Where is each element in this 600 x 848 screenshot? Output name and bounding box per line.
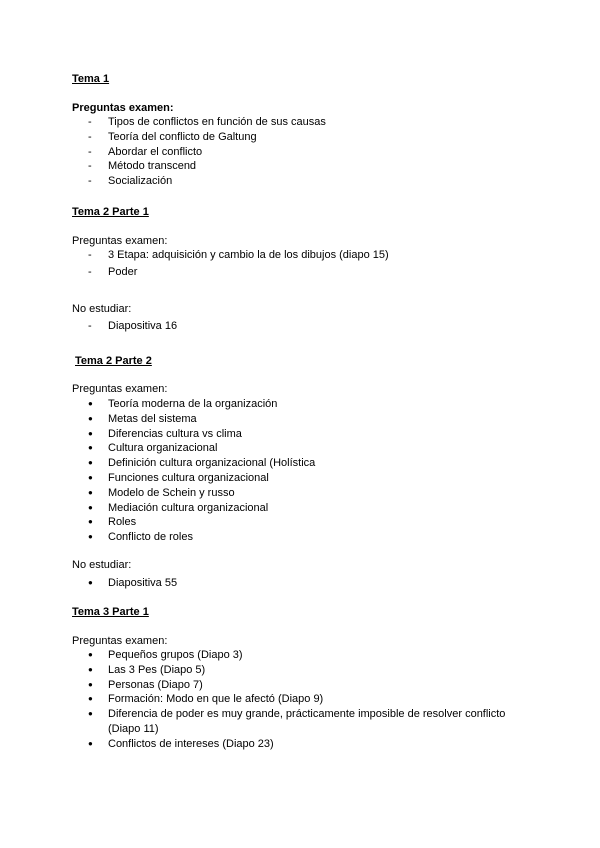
- bullet-marker: ●: [88, 578, 93, 587]
- list-item: ● Mediación cultura organizacional: [88, 501, 269, 514]
- list-item: ● Modelo de Schein y russo: [88, 486, 235, 499]
- list-item: ● Conflicto de roles: [88, 531, 193, 544]
- bullet-marker: ●: [88, 738, 93, 748]
- dash-marker: -: [88, 265, 92, 278]
- list-item: - Diapositiva 16: [88, 320, 178, 332]
- bullet-marker: ●: [88, 413, 93, 423]
- tema1-questions-label: Preguntas examen:: [72, 102, 174, 114]
- list-item: ● Personas (Diapo 7): [88, 678, 203, 691]
- bullet-marker: ●: [88, 472, 93, 482]
- tema2-parte2-question-list: [72, 397, 542, 545]
- list-item: ● Metas del sistema: [88, 412, 197, 425]
- list-item: - Método transcend: [88, 160, 197, 173]
- list-item: - Tipos de conflictos en función de sus causas: [88, 116, 326, 128]
- tema2-parte2-no-study-label: No estudiar:: [72, 559, 132, 571]
- list-item: ● Las 3 Pes (Diapo 5): [88, 663, 206, 676]
- list-item-continuation: (Diapo 11): [108, 722, 159, 735]
- tema3-parte1-title: Tema 3 Parte 1: [72, 606, 149, 618]
- dash-marker: -: [88, 249, 92, 261]
- tema2-parte1-no-study-label: No estudiar:: [72, 303, 132, 315]
- list-item: - Socialización: [88, 175, 173, 188]
- bullet-marker: ●: [88, 517, 93, 527]
- tema2-parte1-title: Tema 2 Parte 1: [72, 206, 149, 218]
- bullet-marker: ●: [88, 694, 93, 704]
- bullet-marker: ●: [88, 650, 93, 659]
- list-item: ● Diferencia de poder es muy grande, prácticamente imposible de resolver conflicto: [88, 708, 506, 721]
- bullet-marker: ●: [88, 532, 93, 542]
- tema2-parte2-title: Tema 2 Parte 2: [75, 355, 152, 367]
- list-item: ● Funciones cultura organizacional: [88, 471, 269, 484]
- dash-marker: -: [88, 160, 92, 173]
- list-item: ● Roles: [88, 516, 137, 529]
- bullet-marker: ●: [88, 664, 93, 674]
- bullet-marker: ●: [88, 487, 93, 497]
- bullet-marker: ●: [88, 679, 93, 689]
- tema3-parte1-question-list: [72, 648, 542, 752]
- tema1-title: Tema 1: [72, 73, 110, 85]
- list-item: ● Diferencias cultura vs clima: [88, 427, 242, 440]
- list-item: ● Teoría moderna de la organización: [88, 398, 278, 410]
- list-item: ● Pequeños grupos (Diapo 3): [88, 649, 243, 661]
- dash-marker: -: [88, 145, 92, 158]
- list-item: ● Formación: Modo en que le afectó (Diapo 9): [88, 693, 324, 706]
- list-item: ● Conflictos de intereses (Diapo 23): [88, 737, 274, 750]
- bullet-marker: ●: [88, 443, 93, 453]
- tema3-parte1-questions-label: Preguntas examen:: [72, 635, 168, 647]
- bullet-marker: ●: [88, 709, 93, 719]
- bullet-marker: ●: [88, 502, 93, 512]
- list-item: - 3 Etapa: adquisición y cambio la de los dibujos (diapo 15): [88, 249, 389, 261]
- tema2-parte1-no-study-list: [72, 319, 542, 334]
- dash-marker: -: [88, 130, 92, 143]
- bullet-marker: ●: [88, 428, 93, 438]
- list-item: - Poder: [88, 265, 138, 278]
- list-item: ● Cultura organizacional: [88, 442, 218, 455]
- list-item: ● Definición cultura organizacional (Holística: [88, 457, 316, 470]
- dash-marker: -: [88, 175, 92, 188]
- tema2-parte2-no-study-list: [72, 576, 542, 591]
- list-item: - Teoría del conflicto de Galtung: [88, 130, 257, 143]
- tema2-parte1-question-list: [72, 248, 542, 280]
- dash-marker: -: [88, 116, 92, 128]
- tema2-parte1-questions-label: Preguntas examen:: [72, 235, 168, 247]
- tema1-question-list: [72, 115, 542, 189]
- list-item: - Abordar el conflicto: [88, 145, 203, 158]
- bullet-marker: ●: [88, 399, 93, 408]
- tema2-parte2-questions-label: Preguntas examen:: [72, 383, 168, 395]
- dash-marker: -: [88, 320, 92, 332]
- list-item: ● Diapositiva 55: [88, 577, 178, 589]
- bullet-marker: ●: [88, 458, 93, 468]
